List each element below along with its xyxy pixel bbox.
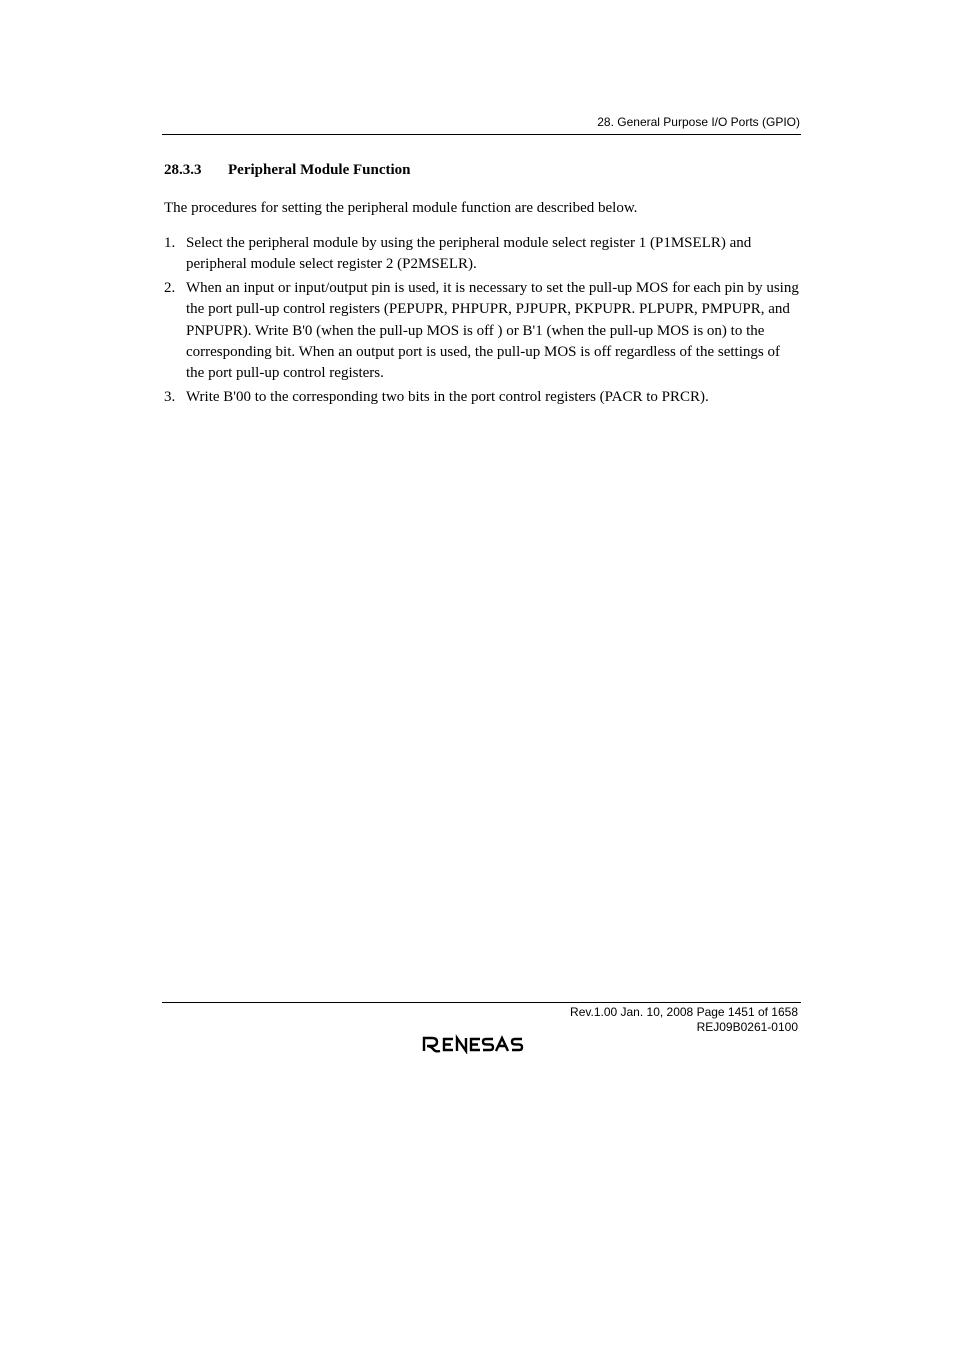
revision-line: Rev.1.00 Jan. 10, 2008 Page 1451 of 1658 — [570, 1005, 798, 1019]
procedure-list — [164, 233, 800, 410]
footer-info — [162, 1005, 798, 1035]
intro-paragraph: The procedures for setting the peripheral module function are described below. — [164, 200, 638, 216]
list-item — [164, 233, 800, 276]
section-number: 28.3.3 — [164, 162, 202, 178]
header-rule — [162, 134, 801, 135]
list-item — [164, 278, 800, 385]
list-item — [164, 387, 800, 408]
renesas-logo-icon — [420, 1034, 542, 1054]
document-code: REJ09B0261-0100 — [696, 1020, 798, 1034]
list-item-number: 3. — [164, 388, 176, 405]
list-item-text: When an input or input/output pin is used, it is necessary to set the pull-up MOS for each pin by using the port pull-up control registers (PEPUPR, PHPUPR, PJPUPR, PKPUPR. PLPUPR, PMPUPR, and PNPUPR). Write B'0 (when the pull-up MOS is off ) or B'1 (when the pull-up MOS is on) to the corresponding bit. When an output port is used, the pull-up MOS is off regardless of the settings of the port pull-up control registers. — [186, 279, 799, 382]
list-item-text: Write B'00 to the corresponding two bits in the port control registers (PACR to PRCR). — [186, 388, 709, 405]
running-header: 28. General Purpose I/O Ports (GPIO) — [597, 115, 800, 129]
section-title: Peripheral Module Function — [228, 162, 411, 178]
section-heading — [164, 160, 411, 180]
list-item-text: Select the peripheral module by using the peripheral module select register 1 (P1MSELR) and peripheral module select register 2 (P2MSELR). — [186, 235, 752, 273]
footer-rule — [162, 1002, 801, 1003]
list-item-number: 1. — [164, 235, 176, 251]
list-item-number: 2. — [164, 279, 176, 296]
